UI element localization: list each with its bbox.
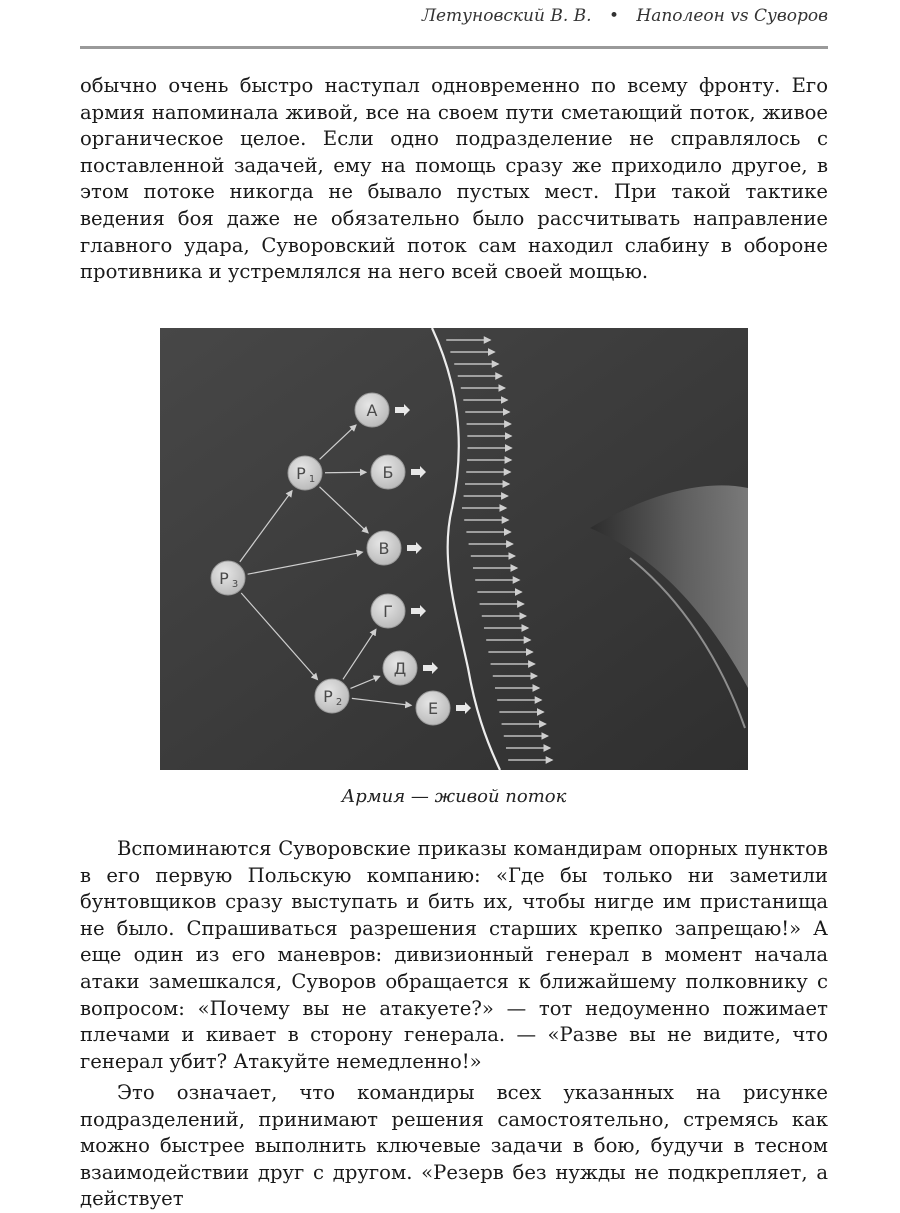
- army-flow-figure: [160, 328, 748, 770]
- node-label: Р: [296, 464, 306, 483]
- node-label: Р: [323, 687, 333, 706]
- header-book-title: Наполеон vs Суворов: [636, 6, 828, 26]
- node-subscript: 1: [309, 474, 315, 485]
- node-p3: [211, 561, 245, 595]
- node-label: Б: [383, 463, 394, 482]
- node-label: Г: [383, 602, 393, 621]
- node-p2: [315, 679, 349, 713]
- node-label: Д: [394, 659, 407, 678]
- header-separator: •: [609, 6, 619, 26]
- header-author: Летуновский В. В.: [422, 6, 592, 26]
- node-label: Р: [219, 569, 229, 588]
- running-header: [80, 6, 828, 26]
- node-label: В: [379, 539, 390, 558]
- node-subscript: 2: [336, 697, 342, 708]
- paragraph-2: Вспоминаются Суворовские приказы командирам опорных пунктов в его первую Польскую компанию: «Где бы только ни заметили бунтовщиков сразу выступать и бить их, чтобы нигде им пристанища не было. Спрашиваться разрешения старших крепко запрещаю!» А еще один из его маневров: дивизионный генерал в момент начала атаки замешкался, Суворов обращается к ближайшему полковнику с вопросом: «Почему вы не атакуете?» — тот недоуменно пожимает плечами и кивает в сторону генерала. — «Разве вы не видите, что генерал убит? Атакуйте немедленно!»: [80, 836, 828, 1075]
- paragraph-3: Это означает, что командиры всех указанных на рисунке подразделений, принимают решения самостоятельно, стремясь как можно быстрее выполнить ключевые задачи в бою, будучи в тесном взаимодействии друг с другом. «Резерв без нужды не подкрепляет, а действует: [80, 1080, 828, 1213]
- paragraph-1: обычно очень быстро наступал одновременно по всему фронту. Его армия напоминала живой, все на своем пути сметающий поток, живое органическое целое. Если одно подразделение не справлялось с поставленной задачей, ему на помощь сразу же приходило другое, в этом потоке никогда не бывало пустых мест. При такой тактике ведения боя даже не обязательно было рассчитывать направление главного удара, Суворовский поток сам находил слабину в обороне противника и устремлялся на него всей своей мощью.: [80, 73, 828, 286]
- header-rule: [80, 46, 828, 49]
- node-p1: [288, 456, 322, 490]
- node-subscript: 3: [232, 579, 238, 590]
- node-label: Е: [428, 699, 438, 718]
- node-label: А: [367, 401, 378, 420]
- figure-caption: Армия — живой поток: [80, 786, 828, 807]
- army-flow-diagram: [160, 328, 748, 770]
